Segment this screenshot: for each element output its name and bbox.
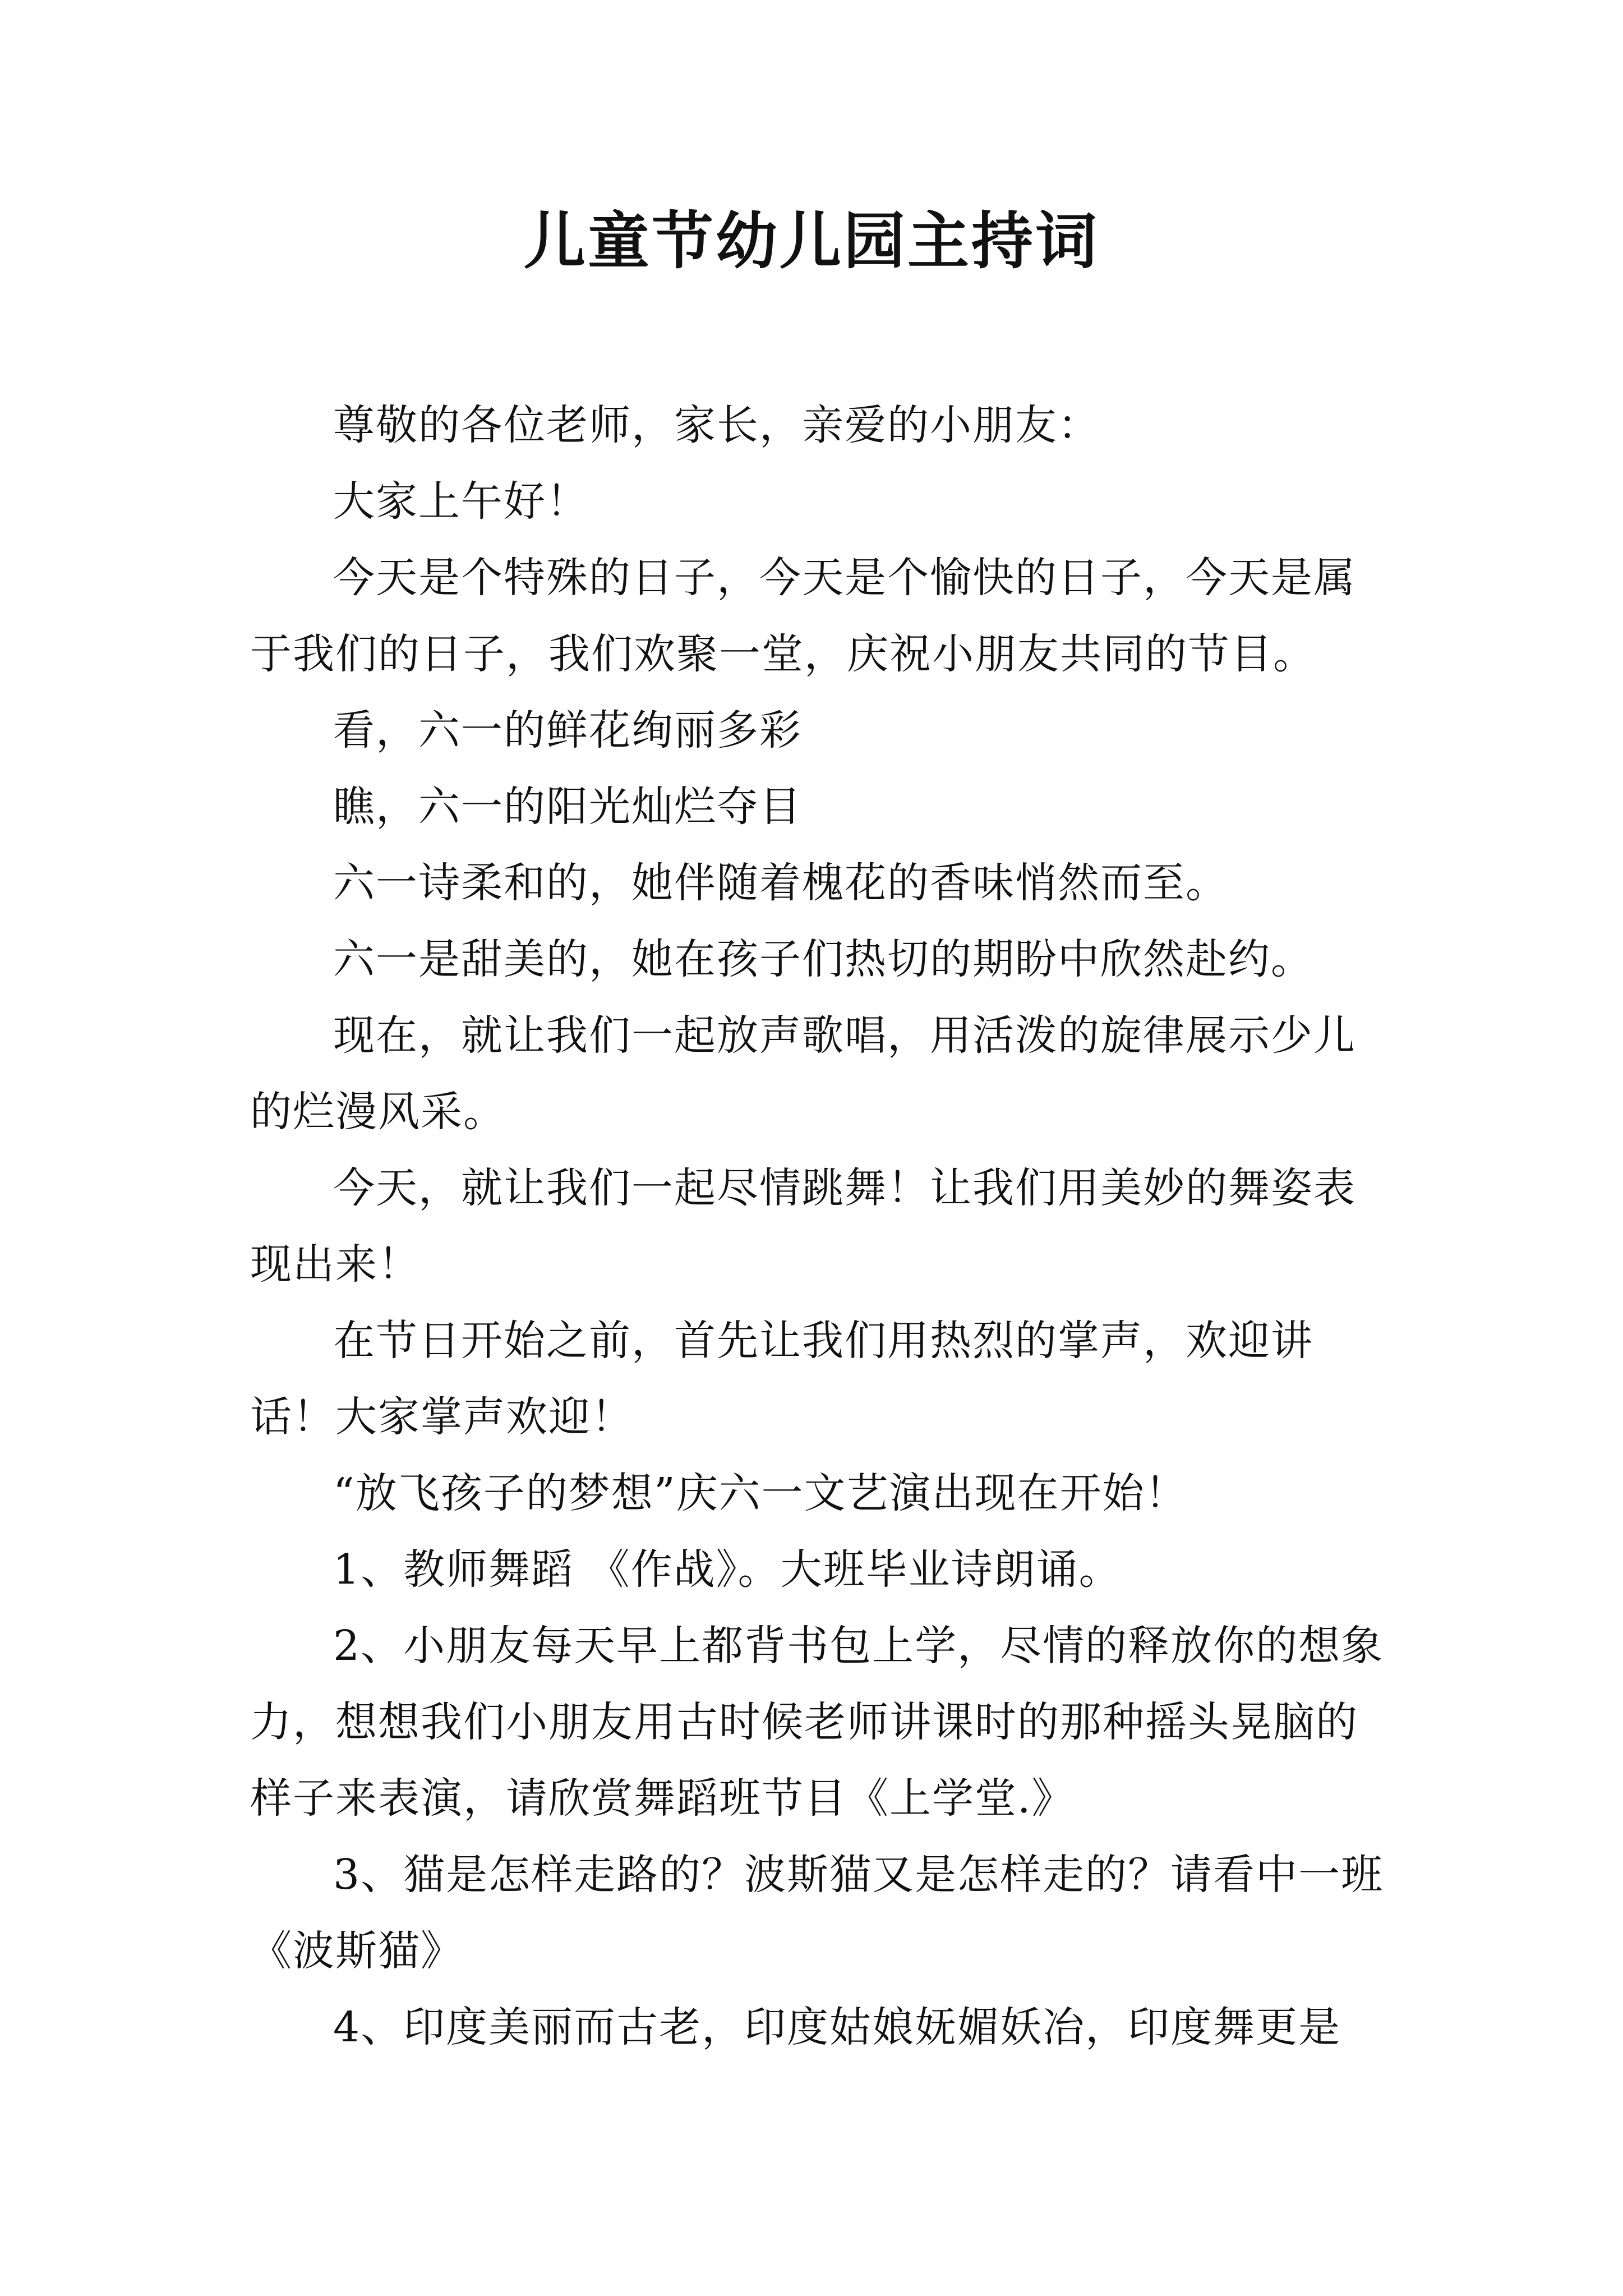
paragraph-sweet: 六一是甜美的，她在孩子们热切的期盼中欣然赴约。	[333, 935, 1313, 983]
program-item-3: 3、猫是怎样走路的？波斯猫又是怎样走的？请看中一班《波斯猫》	[250, 1851, 1384, 1975]
program-item-4: 4、印度美丽而古老，印度姑娘妩媚妖冶，印度舞更是	[333, 2003, 1341, 2051]
program-item-1: 1、教师舞蹈 《作战》。大班毕业诗朗诵。	[333, 1545, 1122, 1594]
paragraph-special-day: 今天是个特殊的日子，今天是个愉快的日子，今天是属于我们的日子，我们欢聚一堂，庆祝小朋友共同的节目。	[250, 554, 1356, 678]
paragraph-sunshine: 瞧，六一的阳光灿烂夺目	[333, 783, 802, 831]
document-body	[250, 387, 1384, 2065]
paragraph-greeting: 尊敬的各位老师，家长，亲爱的小朋友：	[333, 401, 1100, 449]
paragraph-dance: 今天，就让我们一起尽情跳舞！让我们用美妙的舞姿表现出来！	[250, 1164, 1356, 1289]
paragraph-show-start: “放飞孩子的梦想”庆六一文艺演出现在开始！	[333, 1469, 1188, 1517]
paragraph-sing: 现在，就让我们一起放声歌唱，用活泼的旋律展示少儿的烂漫风采。	[250, 1011, 1356, 1136]
paragraph-flowers: 看，六一的鲜花绚丽多彩	[333, 706, 802, 754]
program-item-2: 2、小朋友每天早上都背书包上学，尽情的释放你的想象力，想想我们小朋友用古时候老师讲课时的那种摇头晃脑的样子来表演，请欣赏舞蹈班节目《上学堂.》	[250, 1622, 1384, 1823]
paragraph-gentle: 六一诗柔和的，她伴随着槐花的香味悄然而至。	[333, 859, 1228, 907]
document-title: 儿童节幼儿园主持词	[524, 205, 1099, 277]
paragraph-good-morning: 大家上午好！	[333, 477, 589, 526]
paragraph-applause: 在节日开始之前，首先让我们用热烈的掌声，欢迎讲话！大家掌声欢迎！	[250, 1317, 1313, 1441]
